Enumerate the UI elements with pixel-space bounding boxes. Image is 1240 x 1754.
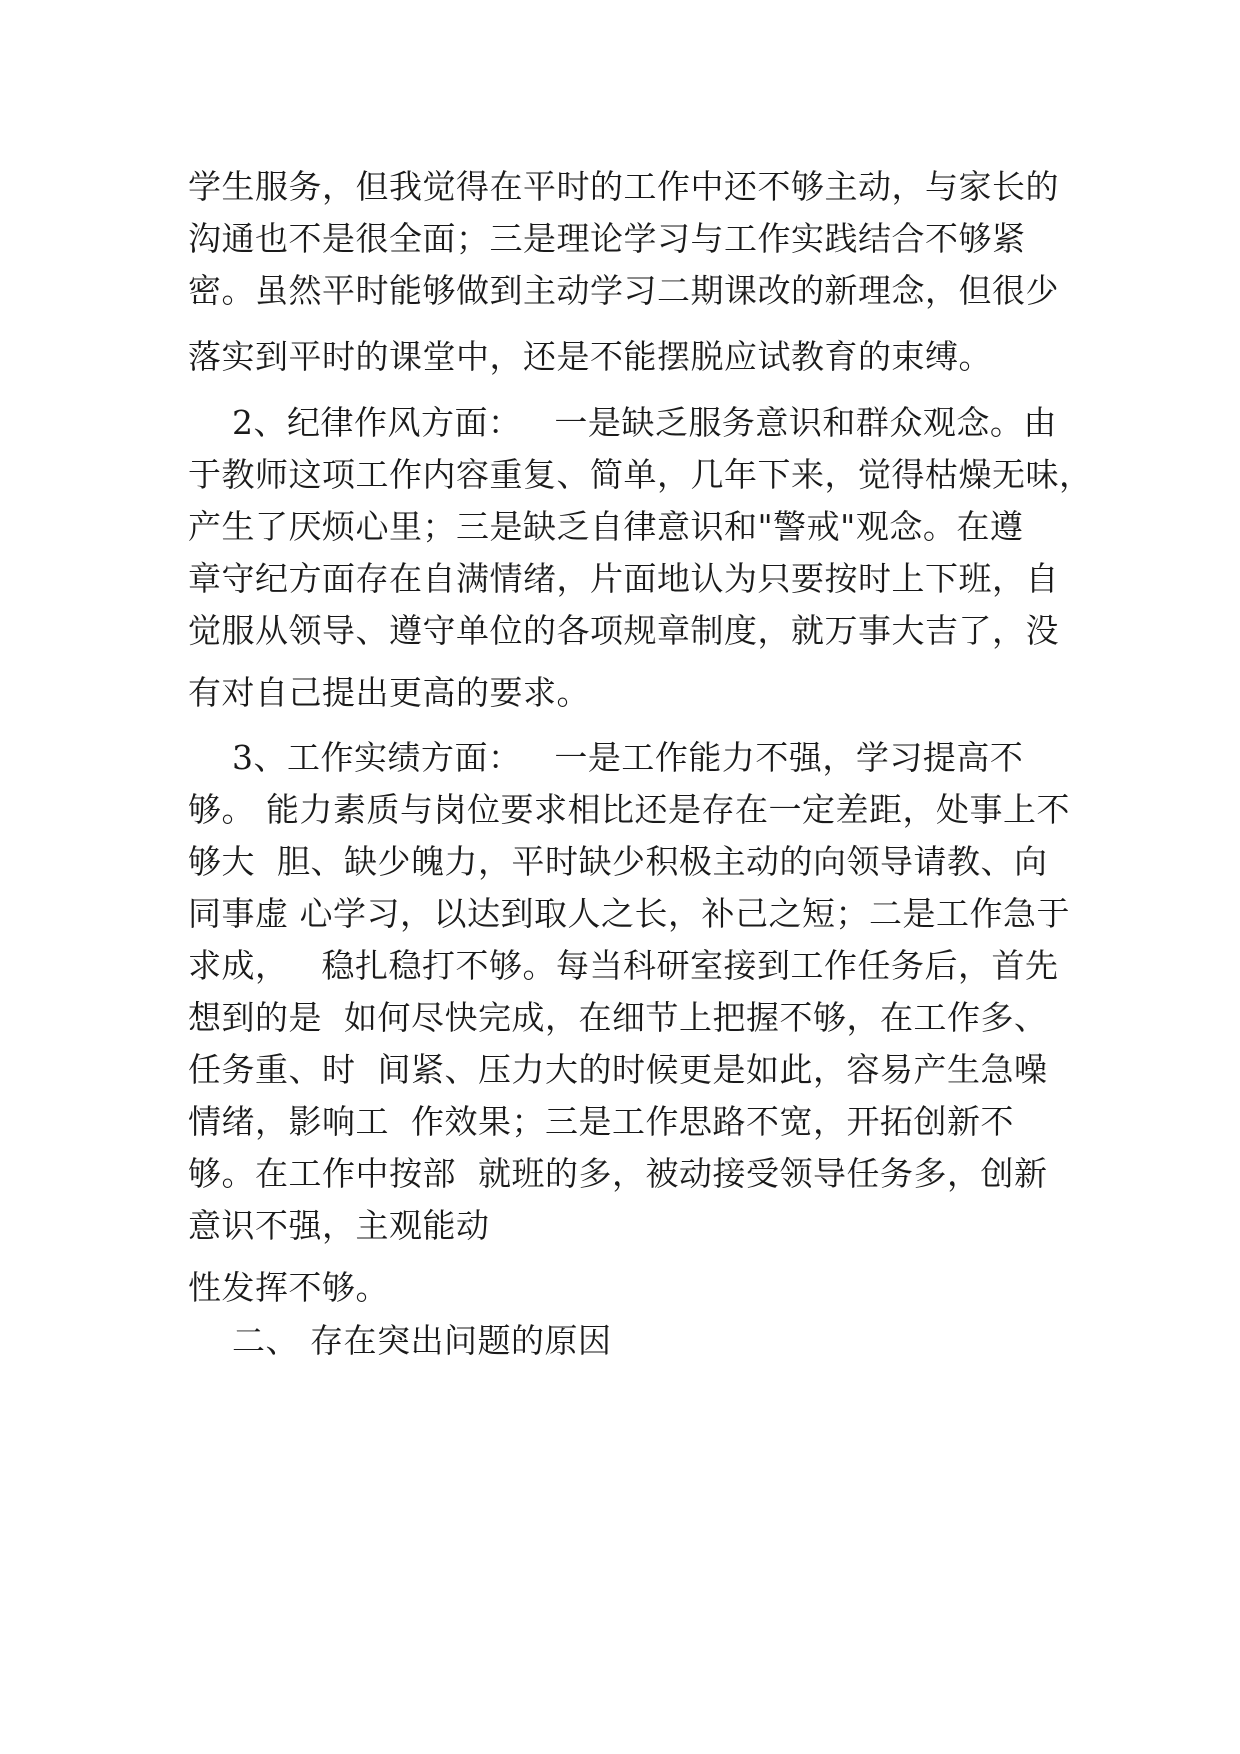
paragraph-line: 意识不强，主观能动 xyxy=(188,1206,490,1245)
paragraph-line: 性发挥不够。 xyxy=(188,1268,389,1307)
paragraph-line: 章守纪方面存在自满情绪，片面地认为只要按时上下班，自 xyxy=(188,559,1059,598)
paragraph-line: 沟通也不是很全面；三是理论学习与工作实践结合不够紧 xyxy=(188,219,1026,258)
section-heading-line: 二、 存在突出问题的原因 xyxy=(188,1321,612,1360)
paragraph-line: 求成， 稳扎稳打不够。每当科研室接到工作任务后，首先 xyxy=(188,946,1059,985)
paragraph-line: 任务重、时 间紧、压力大的时候更是如此，容易产生急噪 xyxy=(188,1050,1048,1089)
paragraph-line: 有对自己提出更高的要求。 xyxy=(188,673,590,712)
paragraph-line: 密。虽然平时能够做到主动学习二期课改的新理念，但很少 xyxy=(188,271,1059,310)
paragraph-line: 同事虚 心学习，以达到取人之长，补己之短；二是工作急于 xyxy=(188,894,1070,933)
paragraph-line: 觉服从领导、遵守单位的各项规章制度，就万事大吉了，没 xyxy=(188,611,1059,650)
paragraph-line: 产生了厌烦心里；三是缺乏自律意识和"警戒"观念。在遵 xyxy=(188,507,1024,546)
paragraph-line: 够大 胆、缺少魄力，平时缺少积极主动的向领导请教、向 xyxy=(188,842,1048,881)
paragraph-line: 学生服务，但我觉得在平时的工作中还不够主动，与家长的 xyxy=(188,167,1059,206)
section-heading-line: 3、工作实绩方面： 一是工作能力不强，学习提高不 xyxy=(188,738,1024,777)
paragraph-line: 够。在工作中按部 就班的多，被动接受领导任务多，创新 xyxy=(188,1154,1048,1193)
paragraph-line: 想到的是 如何尽快完成，在细节上把握不够，在工作多、 xyxy=(188,998,1048,1037)
paragraph-line: 于教师这项工作内容重复、简单，几年下来，觉得枯燥无味， xyxy=(188,455,1093,494)
section-heading-line: 2、纪律作风方面： 一是缺乏服务意识和群众观念。由 xyxy=(188,403,1057,442)
paragraph-line: 情绪，影响工 作效果；三是工作思路不宽，开拓创新不 xyxy=(188,1102,1014,1141)
paragraph-line: 落实到平时的课堂中，还是不能摆脱应试教育的束缚。 xyxy=(188,337,992,376)
paragraph-line: 够。 能力素质与岗位要求相比还是存在一定差距，处事上不 xyxy=(188,790,1070,829)
